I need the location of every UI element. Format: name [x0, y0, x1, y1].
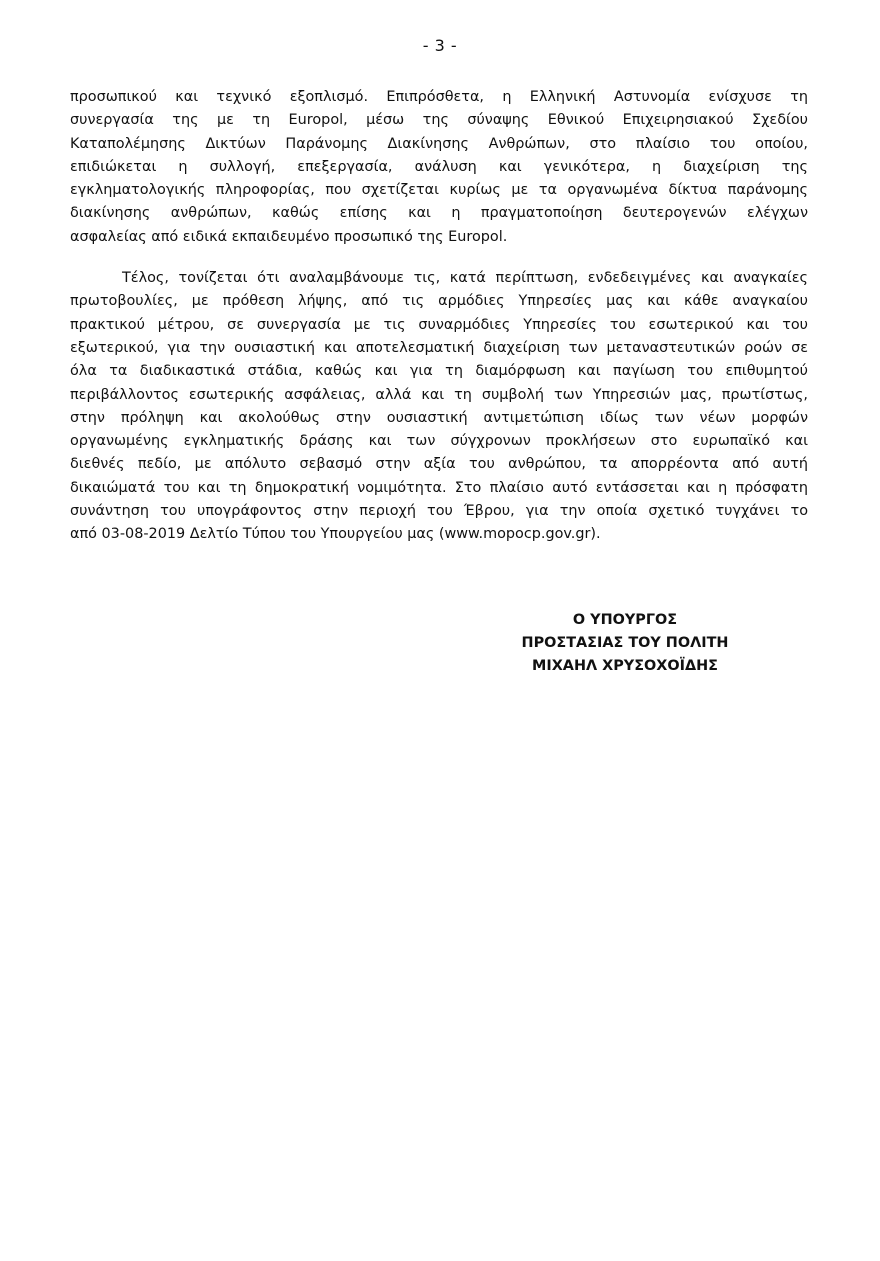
text-line: διακίνησης ανθρώπων, καθώς επίσης και η πραγματοποίηση δευτερογενών ελέγχων: [70, 205, 808, 222]
text-line: ασφαλείας από ειδικά εκπαιδευμένο προσωπικό της Europol.: [70, 228, 508, 245]
text-line: όλα τα διαδικαστικά στάδια, καθώς και για τη διαμόρφωση και παγίωση του επιθυμητού: [70, 363, 808, 380]
text-line: εγκληματολογικής πληροφορίας, που σχετίζεται κυρίως με τα οργανωμένα δίκτυα παράνομης: [70, 182, 808, 199]
paragraph-spacer: [70, 249, 808, 267]
text-line: πρωτοβουλίες, με πρόθεση λήψης, από τις αρμόδιες Υπηρεσίες μας και κάθε αναγκαίου: [70, 293, 808, 310]
text-line: από 03-08-2019 Δελτίο Τύπου του Υπουργείου μας (www.mopocp.gov.gr).: [70, 526, 601, 543]
paragraph-europol-cooperation: [70, 86, 808, 249]
text-line: στην πρόληψη και ακολούθως στην ουσιαστική αντιμετώπιση ιδίως των νέων μορφών: [70, 409, 808, 426]
paragraph-conclusion: [70, 267, 808, 547]
text-line: επιδιώκεται η συλλογή, επεξεργασία, ανάλυση και γενικότερα, η διαχείριση της: [70, 158, 808, 175]
text-line: οργανωμένης εγκληματικής δράσης και των σύγχρονων προκλήσεων στο ευρωπαϊκό και: [70, 433, 808, 450]
text-line: πρακτικού μέτρου, σε συνεργασία με τις συναρμόδιες Υπηρεσίες του εσωτερικού και του: [70, 316, 808, 333]
signature-ministry: ΠΡΟΣΤΑΣΙΑΣ ΤΟΥ ΠΟΛΙΤΗ: [521, 635, 729, 651]
text-line: περιβάλλοντος εσωτερικής ασφάλειας, αλλά και τη συμβολή των Υπηρεσιών μας, πρωτίστως,: [70, 386, 808, 403]
signature-block: [480, 609, 770, 678]
text-line: συνάντηση του υπογράφοντος στην περιοχή του Έβρου, για την οποία σχετικό τυγχάνει το: [70, 503, 808, 520]
text-line: εξωτερικού, για την ουσιαστική και αποτελεσματική διαχείριση των μεταναστευτικών ροών σε: [70, 339, 808, 356]
signature-title: Ο ΥΠΟΥΡΓΟΣ: [572, 612, 678, 628]
text-line: προσωπικού και τεχνικό εξοπλισμό. Επιπρόσθετα, η Ελληνική Αστυνομία ενίσχυσε τη: [70, 89, 808, 105]
text-line: Καταπολέμησης Δικτύων Παράνομης Διακίνησης Ανθρώπων, στο πλαίσιο του οποίου,: [70, 135, 808, 152]
text-line: Τέλος, τονίζεται ότι αναλαμβάνουμε τις, κατά περίπτωση, ενδεδειγμένες και αναγκαίες: [122, 270, 808, 287]
document-body: [70, 86, 808, 547]
page-number: - 3 -: [422, 36, 458, 55]
signature-name: ΜΙΧΑΗΛ ΧΡΥΣΟΧΟΪΔΗΣ: [532, 658, 718, 674]
text-line: διεθνές πεδίο, με απόλυτο σεβασμό στην αξία του ανθρώπου, τα απορρέοντα από αυτή: [70, 456, 808, 473]
text-line: δικαιώματά του και τη δημοκρατική νομιμότητα. Στο πλαίσιο αυτό εντάσσεται και η πρόσφατη: [70, 479, 808, 496]
text-line: συνεργασία της με τη Europol, μέσω της σύναψης Εθνικού Επιχειρησιακού Σχεδίου: [70, 112, 808, 129]
